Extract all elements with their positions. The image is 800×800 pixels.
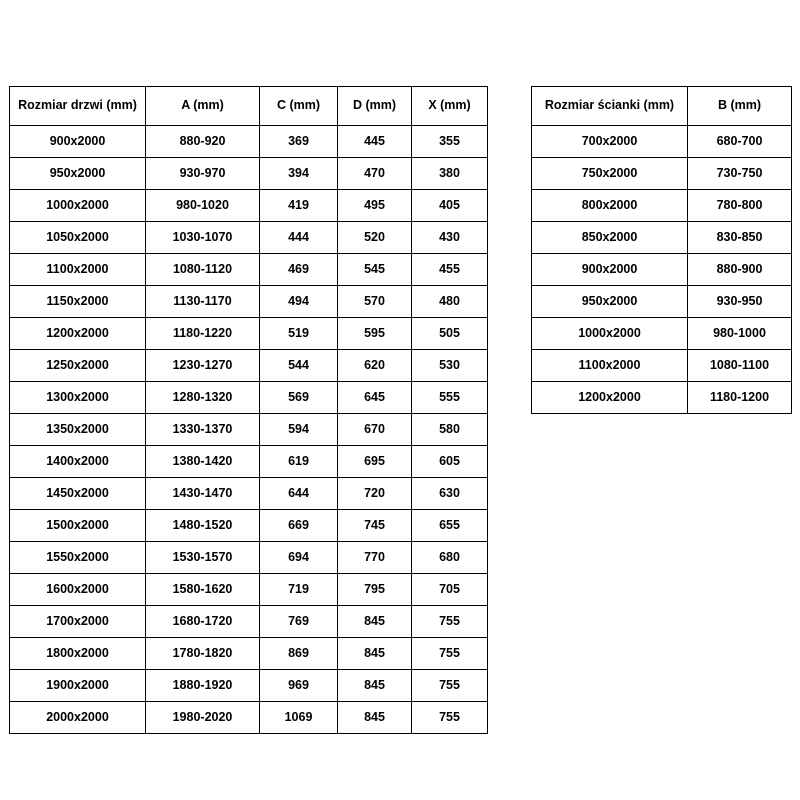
table-row xyxy=(532,126,792,158)
table-row xyxy=(10,158,488,190)
table-row xyxy=(10,638,488,670)
cell-c: 369 xyxy=(260,126,338,158)
table-row xyxy=(10,286,488,318)
column-header-x: X (mm) xyxy=(412,87,488,126)
cell-a: 1080-1120 xyxy=(146,254,260,286)
cell-d: 470 xyxy=(338,158,412,190)
cell-wall-size: 850x2000 xyxy=(532,222,688,254)
cell-door-size: 900x2000 xyxy=(10,126,146,158)
cell-wall-size: 700x2000 xyxy=(532,126,688,158)
cell-b: 880-900 xyxy=(688,254,792,286)
cell-d: 545 xyxy=(338,254,412,286)
cell-a: 980-1020 xyxy=(146,190,260,222)
cell-a: 1030-1070 xyxy=(146,222,260,254)
cell-door-size: 1350x2000 xyxy=(10,414,146,446)
cell-a: 1480-1520 xyxy=(146,510,260,542)
cell-c: 969 xyxy=(260,670,338,702)
table-header-row xyxy=(532,87,792,126)
cell-x: 705 xyxy=(412,574,488,606)
cell-x: 755 xyxy=(412,638,488,670)
cell-b: 780-800 xyxy=(688,190,792,222)
cell-d: 645 xyxy=(338,382,412,414)
cell-c: 619 xyxy=(260,446,338,478)
cell-c: 869 xyxy=(260,638,338,670)
cell-c: 494 xyxy=(260,286,338,318)
table-row xyxy=(532,286,792,318)
cell-a: 1580-1620 xyxy=(146,574,260,606)
cell-b: 1180-1200 xyxy=(688,382,792,414)
cell-d: 770 xyxy=(338,542,412,574)
cell-x: 680 xyxy=(412,542,488,574)
cell-door-size: 1200x2000 xyxy=(10,318,146,350)
table-row xyxy=(10,606,488,638)
table-row xyxy=(532,158,792,190)
cell-d: 495 xyxy=(338,190,412,222)
cell-x: 580 xyxy=(412,414,488,446)
table-row xyxy=(532,222,792,254)
cell-x: 755 xyxy=(412,670,488,702)
table-row xyxy=(10,254,488,286)
column-header-door-size: Rozmiar drzwi (mm) xyxy=(10,87,146,126)
cell-x: 555 xyxy=(412,382,488,414)
table-row xyxy=(10,126,488,158)
cell-a: 1180-1220 xyxy=(146,318,260,350)
wall-dimension-table xyxy=(531,86,792,414)
cell-door-size: 1100x2000 xyxy=(10,254,146,286)
table-row xyxy=(10,318,488,350)
table-row xyxy=(10,542,488,574)
cell-d: 520 xyxy=(338,222,412,254)
table-row xyxy=(10,670,488,702)
doors-dimension-table xyxy=(9,86,488,734)
cell-c: 1069 xyxy=(260,702,338,734)
cell-a: 880-920 xyxy=(146,126,260,158)
cell-door-size: 1600x2000 xyxy=(10,574,146,606)
cell-x: 605 xyxy=(412,446,488,478)
cell-d: 695 xyxy=(338,446,412,478)
cell-a: 1330-1370 xyxy=(146,414,260,446)
table-row xyxy=(532,382,792,414)
cell-a: 1780-1820 xyxy=(146,638,260,670)
table-header-row xyxy=(10,87,488,126)
cell-a: 1280-1320 xyxy=(146,382,260,414)
cell-door-size: 1400x2000 xyxy=(10,446,146,478)
cell-d: 570 xyxy=(338,286,412,318)
column-header-wall-size: Rozmiar ścianki (mm) xyxy=(532,87,688,126)
cell-door-size: 1300x2000 xyxy=(10,382,146,414)
cell-c: 594 xyxy=(260,414,338,446)
cell-door-size: 1550x2000 xyxy=(10,542,146,574)
table-row xyxy=(10,446,488,478)
cell-c: 644 xyxy=(260,478,338,510)
table-row xyxy=(10,478,488,510)
table-row xyxy=(532,254,792,286)
cell-d: 620 xyxy=(338,350,412,382)
cell-c: 669 xyxy=(260,510,338,542)
cell-b: 930-950 xyxy=(688,286,792,318)
cell-a: 1530-1570 xyxy=(146,542,260,574)
table-row xyxy=(532,190,792,222)
cell-wall-size: 1000x2000 xyxy=(532,318,688,350)
cell-a: 1380-1420 xyxy=(146,446,260,478)
cell-d: 845 xyxy=(338,606,412,638)
cell-b: 1080-1100 xyxy=(688,350,792,382)
cell-d: 795 xyxy=(338,574,412,606)
cell-d: 745 xyxy=(338,510,412,542)
cell-door-size: 2000x2000 xyxy=(10,702,146,734)
cell-d: 845 xyxy=(338,702,412,734)
cell-c: 769 xyxy=(260,606,338,638)
cell-d: 595 xyxy=(338,318,412,350)
cell-b: 730-750 xyxy=(688,158,792,190)
table-row xyxy=(532,350,792,382)
doors-table-body xyxy=(10,126,488,734)
cell-door-size: 1800x2000 xyxy=(10,638,146,670)
cell-door-size: 950x2000 xyxy=(10,158,146,190)
cell-x: 430 xyxy=(412,222,488,254)
cell-b: 980-1000 xyxy=(688,318,792,350)
cell-c: 394 xyxy=(260,158,338,190)
cell-wall-size: 1100x2000 xyxy=(532,350,688,382)
cell-d: 720 xyxy=(338,478,412,510)
cell-x: 355 xyxy=(412,126,488,158)
cell-door-size: 1900x2000 xyxy=(10,670,146,702)
column-header-a: A (mm) xyxy=(146,87,260,126)
column-header-b: B (mm) xyxy=(688,87,792,126)
cell-a: 1230-1270 xyxy=(146,350,260,382)
cell-c: 719 xyxy=(260,574,338,606)
cell-d: 845 xyxy=(338,670,412,702)
table-row xyxy=(10,510,488,542)
table-row xyxy=(10,382,488,414)
table-row xyxy=(10,222,488,254)
doors-table-header xyxy=(10,87,488,126)
cell-wall-size: 1200x2000 xyxy=(532,382,688,414)
cell-x: 530 xyxy=(412,350,488,382)
cell-wall-size: 950x2000 xyxy=(532,286,688,318)
cell-b: 680-700 xyxy=(688,126,792,158)
cell-a: 1980-2020 xyxy=(146,702,260,734)
table-row xyxy=(532,318,792,350)
table-row xyxy=(10,574,488,606)
cell-c: 569 xyxy=(260,382,338,414)
cell-door-size: 1000x2000 xyxy=(10,190,146,222)
cell-d: 670 xyxy=(338,414,412,446)
wall-table-body xyxy=(532,126,792,414)
cell-door-size: 1050x2000 xyxy=(10,222,146,254)
cell-wall-size: 900x2000 xyxy=(532,254,688,286)
cell-x: 380 xyxy=(412,158,488,190)
cell-c: 519 xyxy=(260,318,338,350)
cell-b: 830-850 xyxy=(688,222,792,254)
cell-door-size: 1450x2000 xyxy=(10,478,146,510)
cell-a: 1130-1170 xyxy=(146,286,260,318)
cell-a: 930-970 xyxy=(146,158,260,190)
cell-x: 505 xyxy=(412,318,488,350)
cell-x: 405 xyxy=(412,190,488,222)
cell-c: 444 xyxy=(260,222,338,254)
cell-d: 845 xyxy=(338,638,412,670)
cell-c: 694 xyxy=(260,542,338,574)
cell-d: 445 xyxy=(338,126,412,158)
cell-wall-size: 800x2000 xyxy=(532,190,688,222)
cell-c: 419 xyxy=(260,190,338,222)
cell-x: 655 xyxy=(412,510,488,542)
cell-c: 544 xyxy=(260,350,338,382)
cell-x: 755 xyxy=(412,702,488,734)
table-row xyxy=(10,414,488,446)
column-header-d: D (mm) xyxy=(338,87,412,126)
cell-a: 1430-1470 xyxy=(146,478,260,510)
table-row xyxy=(10,350,488,382)
cell-a: 1680-1720 xyxy=(146,606,260,638)
table-row xyxy=(10,702,488,734)
cell-a: 1880-1920 xyxy=(146,670,260,702)
cell-x: 630 xyxy=(412,478,488,510)
column-header-c: C (mm) xyxy=(260,87,338,126)
cell-door-size: 1150x2000 xyxy=(10,286,146,318)
cell-x: 455 xyxy=(412,254,488,286)
cell-x: 480 xyxy=(412,286,488,318)
cell-door-size: 1500x2000 xyxy=(10,510,146,542)
table-row xyxy=(10,190,488,222)
wall-table-header xyxy=(532,87,792,126)
cell-door-size: 1700x2000 xyxy=(10,606,146,638)
cell-door-size: 1250x2000 xyxy=(10,350,146,382)
cell-x: 755 xyxy=(412,606,488,638)
cell-c: 469 xyxy=(260,254,338,286)
cell-wall-size: 750x2000 xyxy=(532,158,688,190)
